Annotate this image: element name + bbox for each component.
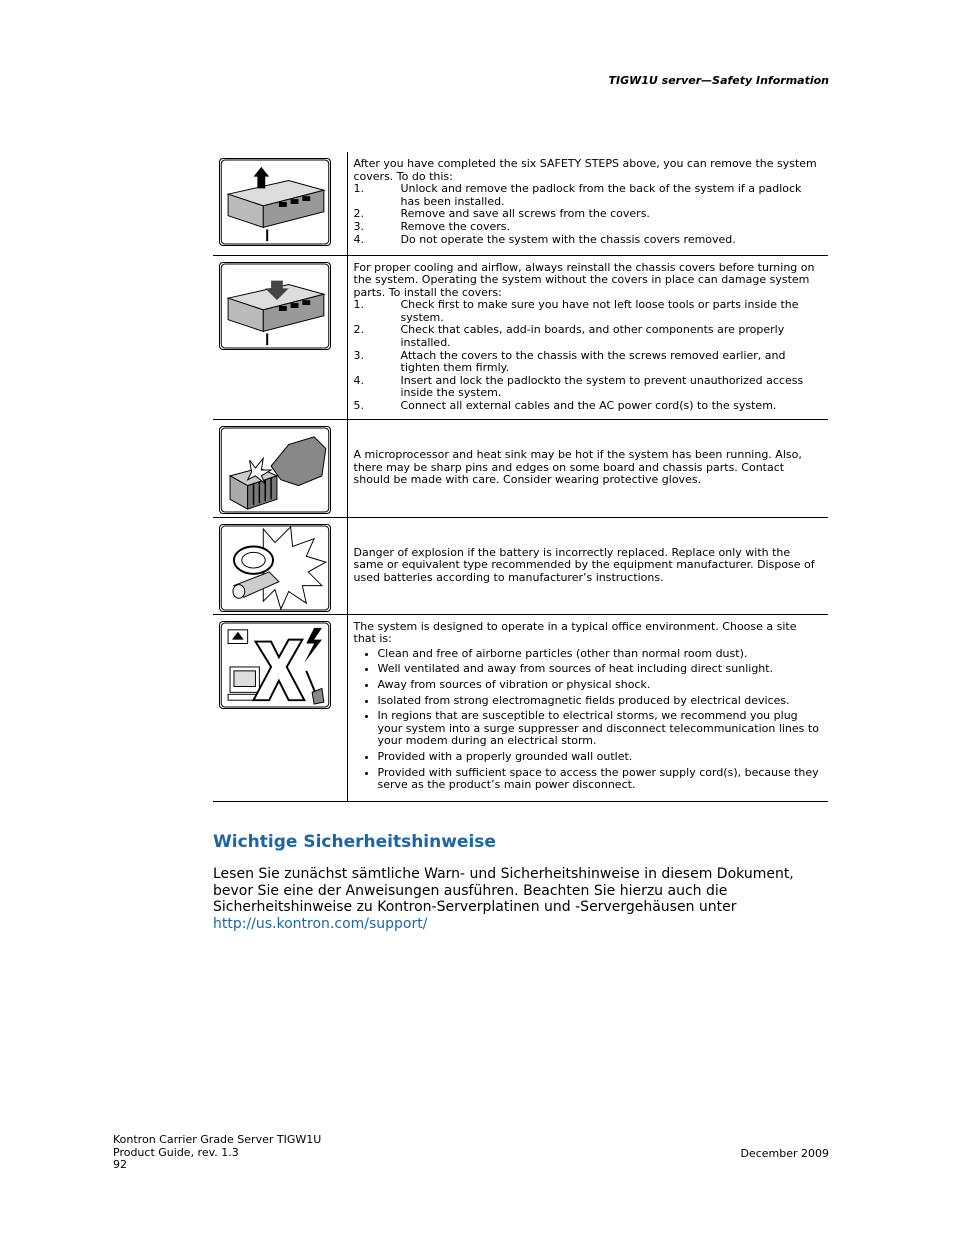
section-heading: Wichtige Sicherheitshinweise (213, 832, 496, 852)
battery-explosion-illustration (219, 524, 331, 612)
page-number: 92 (113, 1158, 127, 1171)
safety-row (213, 419, 828, 517)
list-item (354, 221, 823, 234)
support-link[interactable]: http://us.kontron.com/support/ (213, 915, 428, 932)
list-item: • Away from sources of vibration or physical shock. (378, 679, 823, 692)
step-text: Remove and save all screws from the covers. (400, 207, 650, 221)
running-header: TIGW1U server—Safety Information (608, 74, 829, 87)
list-item (354, 234, 823, 247)
row-intro: For proper cooling and airflow, always reinstall the chassis covers before turning on the system. Operating the system without the covers in place can damage system parts. To install the covers: (353, 260, 815, 299)
footer-left (113, 1134, 321, 1172)
section-body (213, 866, 813, 932)
step-number: 3. (353, 348, 364, 362)
list-item: • Clean and free of airborne particles (other than normal room dust). (378, 648, 823, 661)
safety-row (213, 255, 828, 419)
row-text: Danger of explosion if the battery is incorrectly replaced. Replace only with the same or equivalent type recommended by the equipment manufacturer. Dispose of used batteries according to manufacturer’s instructions. (353, 545, 815, 584)
step-number: 4. (353, 373, 364, 387)
icon-cell (213, 419, 347, 517)
safety-row (213, 614, 828, 801)
step-text: Do not operate the system with the chassis covers removed. (400, 232, 736, 246)
list-item: • Provided with a properly grounded wall outlet. (378, 751, 823, 764)
footer-product-name: Kontron Carrier Grade Server TIGW1U (113, 1133, 322, 1146)
list-item: • Well ventilated and away from sources of heat including direct sunlight. (378, 663, 823, 676)
icon-cell (213, 152, 347, 255)
step-text: Insert and lock the padlockto the system to prevent unauthorized access inside the system. (400, 373, 804, 400)
text-cell (347, 152, 828, 255)
text-cell (347, 255, 828, 419)
steps-list (354, 183, 823, 246)
row-intro: The system is designed to operate in a typical office environment. Choose a site that is: (353, 619, 797, 646)
step-text: Attach the covers to the chassis with the screws removed earlier, and tighten them firmly. (400, 348, 786, 375)
list-item (354, 324, 823, 349)
safety-row (213, 517, 828, 614)
site-environment-illustration (219, 621, 331, 709)
list-item (354, 299, 823, 324)
text-cell (347, 517, 828, 614)
step-number: 5. (353, 399, 364, 413)
text-cell (347, 614, 828, 801)
bullet-list (354, 648, 823, 792)
step-text: Unlock and remove the padlock from the back of the system if a padlock has been installed. (400, 182, 802, 208)
footer-guide-revision: Product Guide, rev. 1.3 (113, 1145, 239, 1159)
list-item (354, 350, 823, 375)
row-intro: After you have completed the six SAFETY STEPS above, you can remove the system covers. To do this: (353, 157, 817, 183)
list-item: • Provided with sufficient space to access the power supply cord(s), because they serve as the product’s main power disconnect. (378, 767, 823, 792)
list-item (354, 400, 823, 413)
section-body-text: Lesen Sie zunächst sämtliche Warn- und Sicherheitshinweise in diesem Dokument, bevor Sie eine der Anweisungen ausführen. Beachten Sie hierzu auch die Sicherheitshinweise zu Kontron-Serverplatinen und -Servergehäusen unter (213, 866, 794, 915)
hot-heatsink-illustration (219, 426, 331, 514)
step-number: 4. (353, 232, 364, 246)
footer-date: December 2009 (740, 1147, 829, 1160)
safety-table (213, 152, 828, 802)
list-item (354, 375, 823, 400)
text-cell (347, 419, 828, 517)
step-number: 3. (353, 219, 364, 233)
server-cover-removal-illustration (219, 158, 331, 246)
safety-row (213, 152, 828, 255)
step-text: Remove the covers. (400, 219, 510, 233)
icon-cell (213, 614, 347, 801)
step-number: 1. (353, 298, 364, 312)
step-number: 2. (353, 323, 364, 337)
list-item: • In regions that are susceptible to electrical storms, we recommend you plug your system into a surge suppresser and disconnect telecommunication lines to your modem during an electrical storm. (378, 710, 823, 748)
step-text: Check first to make sure you have not left loose tools or parts inside the system. (400, 298, 799, 324)
icon-cell (213, 255, 347, 419)
icon-cell (213, 517, 347, 614)
step-text: Connect all external cables and the AC power cord(s) to the system. (400, 399, 777, 413)
step-number: 1. (353, 182, 364, 196)
list-item (354, 183, 823, 208)
list-item: • Isolated from strong electromagnetic fields produced by electrical devices. (378, 695, 823, 708)
steps-list (354, 299, 823, 412)
row-text: A microprocessor and heat sink may be hot if the system has been running. Also, there may be sharp pins and edges on some board and chassis parts. Contact should be made with care. Consider wearing protective gloves. (353, 448, 802, 487)
server-cover-install-illustration (219, 262, 331, 350)
step-number: 2. (353, 207, 364, 221)
step-text: Check that cables, add-in boards, and other components are properly installed. (400, 323, 785, 350)
